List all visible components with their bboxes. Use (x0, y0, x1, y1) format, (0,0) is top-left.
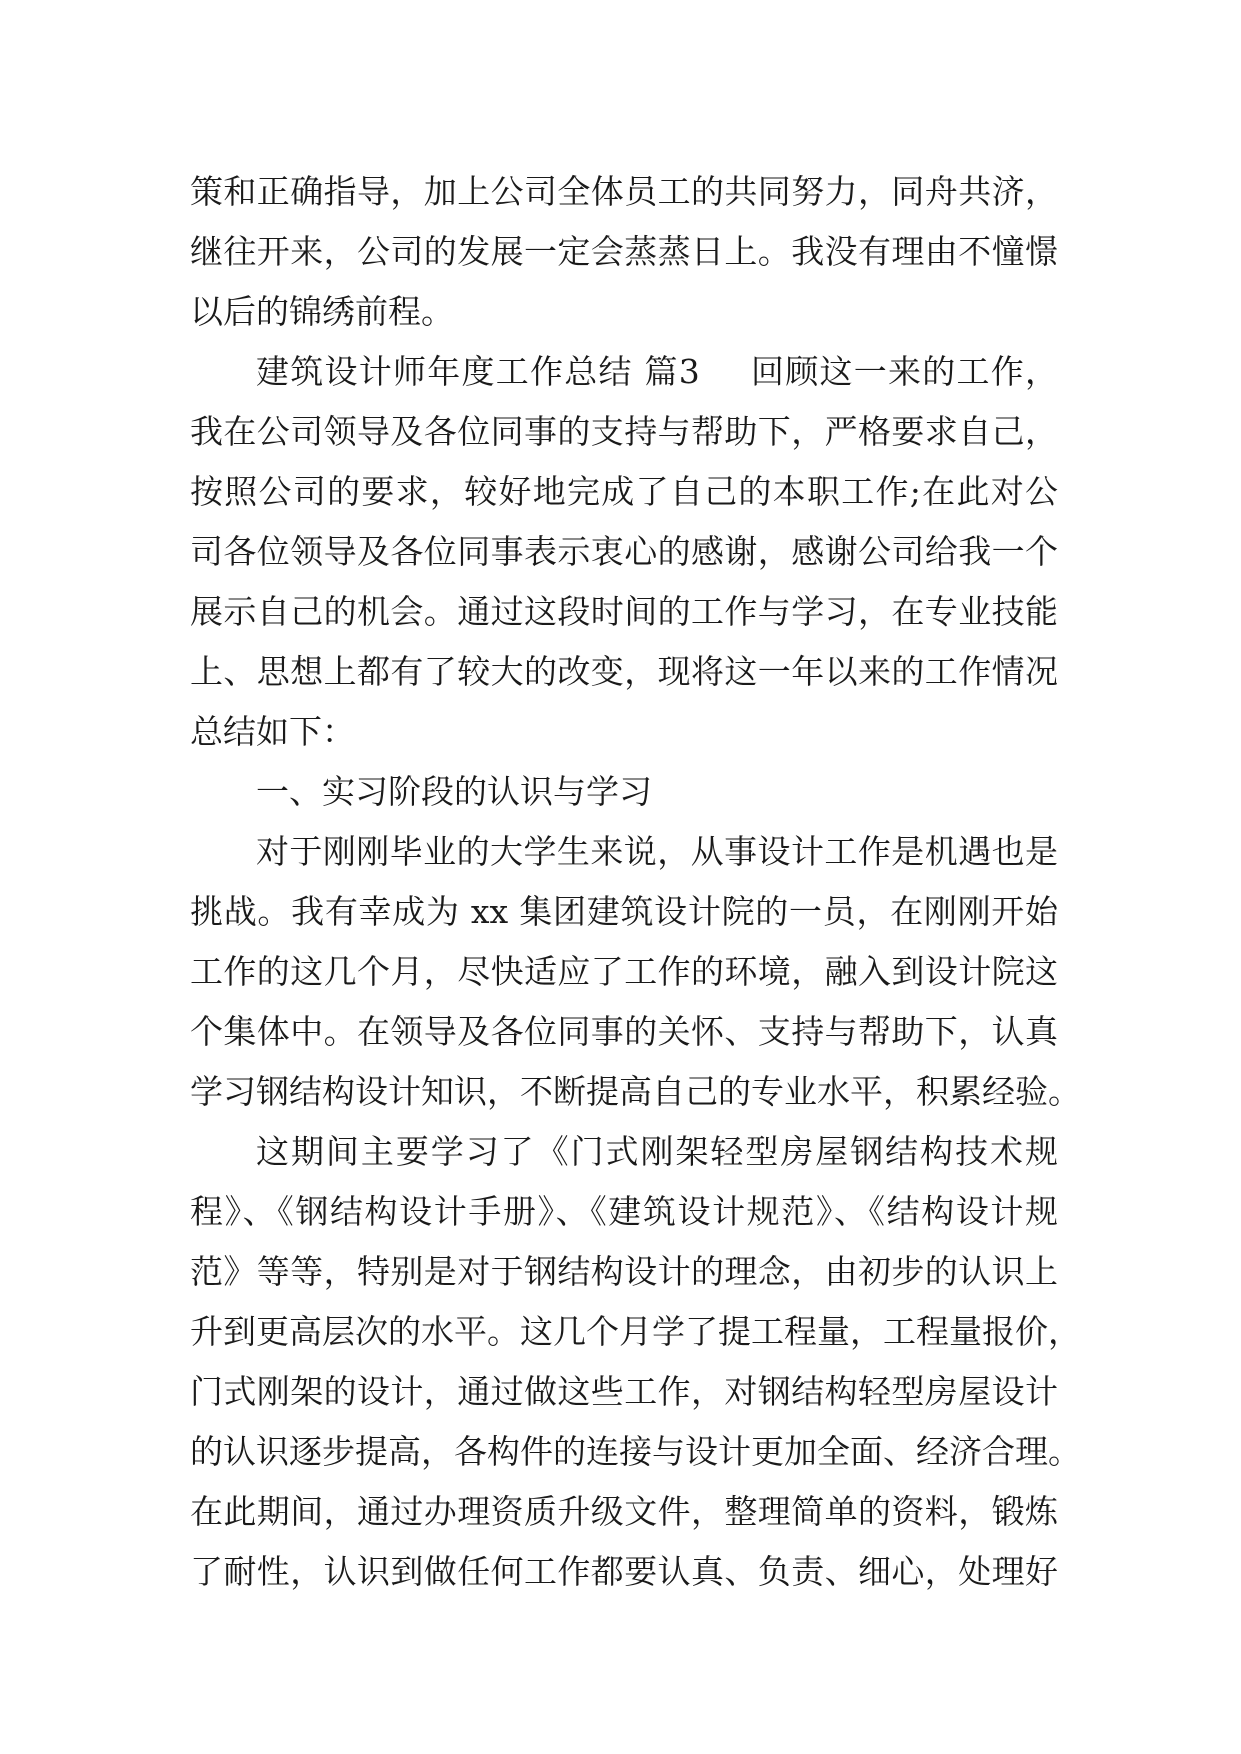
text-line: 个集体中。在领导及各位同事的关怀、支持与帮助下，认真 (190, 1012, 1058, 1051)
paragraph-start: 回顾这一来的工作， (749, 352, 1058, 391)
text-line: 展示自己的机会。通过这段时间的工作与学习，在专业技能 (190, 592, 1058, 631)
text-line: 按照公司的要求，较好地完成了自己的本职工作;在此对公 (190, 472, 1058, 511)
subheading: 一、实习阶段的认识与学习 (256, 772, 652, 811)
text-line: 总结如下： (190, 712, 355, 751)
text-line: 范》等等，特别是对于钢结构设计的理念，由初步的认识上 (190, 1252, 1058, 1291)
text-line: 以后的锦绣前程。 (190, 292, 454, 331)
text-line: 上、思想上都有了较大的改变，现将这一年以来的工作情况 (190, 652, 1058, 691)
text-line: 学习钢结构设计知识，不断提高自己的专业水平，积累经验。 (190, 1072, 1081, 1111)
text-line: 这期间主要学习了《门式刚架轻型房屋钢结构技术规 (256, 1132, 1058, 1171)
text-line: 门式刚架的设计，通过做这些工作，对钢结构轻型房屋设计 (190, 1372, 1058, 1411)
text-line: 程》、《钢结构设计手册》、《建筑设计规范》、《结构设计规 (190, 1192, 1058, 1231)
text-line: 继往开来，公司的发展一定会蒸蒸日上。我没有理由不憧憬 (190, 232, 1058, 271)
text-line: 司各位领导及各位同事表示衷心的感谢，感谢公司给我一个 (190, 532, 1058, 571)
text-line: 挑战。我有幸成为 xx 集团建筑设计院的一员，在刚刚开始 (190, 892, 1058, 931)
text-line: 对于刚刚毕业的大学生来说，从事设计工作是机遇也是 (256, 832, 1058, 871)
document-body (190, 162, 1081, 1602)
section-heading-line (190, 342, 1058, 402)
text-line: 的认识逐步提高，各构件的连接与设计更加全面、经济合理。 (190, 1432, 1081, 1471)
section-heading: 建筑设计师年度工作总结 篇3 (256, 352, 700, 391)
text-line: 策和正确指导，加上公司全体员工的共同努力，同舟共济， (190, 172, 1058, 211)
text-line: 工作的这几个月，尽快适应了工作的环境，融入到设计院这 (190, 952, 1058, 991)
text-line: 了耐性，认识到做任何工作都要认真、负责、细心，处理好 (190, 1552, 1058, 1591)
text-line: 我在公司领导及各位同事的支持与帮助下，严格要求自己， (190, 412, 1058, 451)
text-line: 升到更高层次的水平。这几个月学了提工程量，工程量报价， (190, 1312, 1081, 1351)
text-line: 在此期间，通过办理资质升级文件，整理简单的资料，锻炼 (190, 1492, 1058, 1531)
